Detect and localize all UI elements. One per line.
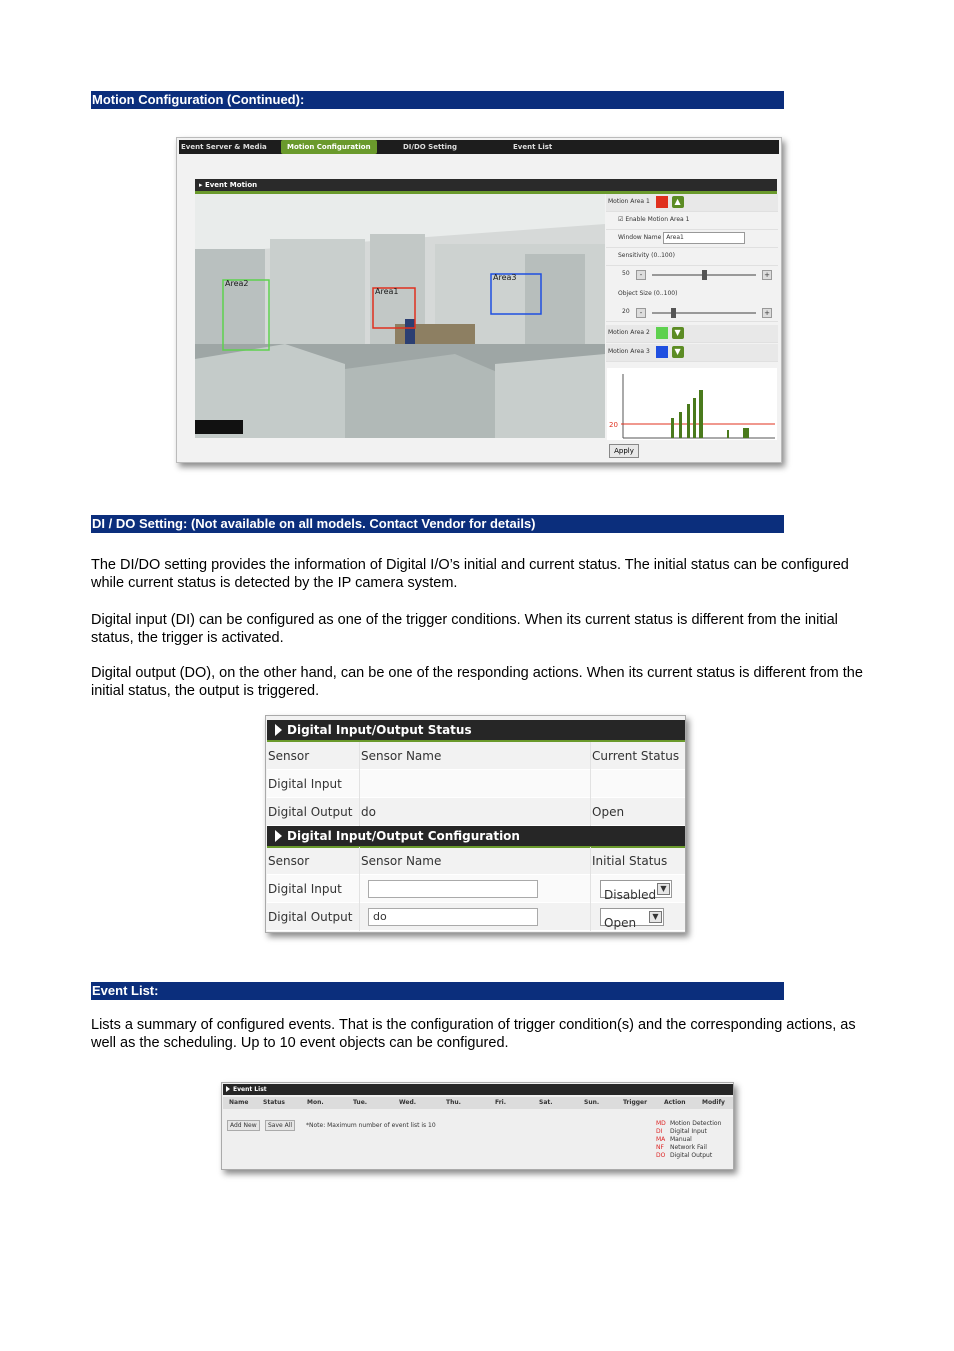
event-list-title: Event List bbox=[223, 1084, 733, 1095]
status-row-digital-input bbox=[267, 770, 685, 798]
col-fri: Fri. bbox=[495, 1099, 507, 1106]
object-size-slider-row bbox=[606, 304, 778, 322]
divider bbox=[590, 770, 591, 798]
divider bbox=[590, 903, 591, 931]
status-header-sensor: Sensor bbox=[268, 749, 310, 763]
legend-item bbox=[656, 1128, 707, 1136]
status-name-cell: do bbox=[361, 805, 376, 819]
divider bbox=[590, 875, 591, 903]
status-header-current: Current Status bbox=[592, 749, 680, 763]
digital-input-initial-select[interactable] bbox=[600, 880, 672, 902]
enable-motion-area-label: Enable Motion Area 1 bbox=[625, 216, 690, 223]
sensitivity-value: 50 bbox=[622, 270, 630, 277]
area2-label: Area2 bbox=[225, 279, 249, 288]
divider bbox=[590, 742, 591, 770]
area1-color-swatch bbox=[656, 196, 668, 208]
chevron-down-icon[interactable]: ▼ bbox=[657, 883, 670, 895]
dido-paragraph-2: Digital input (DI) can be configured as one of the trigger conditions. When its current status is different from the initial status, the trigger is activated. bbox=[91, 612, 838, 646]
motion-level-graph bbox=[607, 368, 777, 440]
legend-label: Manual bbox=[670, 1136, 692, 1143]
area2-color-swatch bbox=[656, 327, 668, 339]
divider bbox=[359, 875, 360, 903]
section-heading-motion-configuration: Motion Configuration (Continued): bbox=[91, 91, 784, 109]
object-size-plus-button[interactable]: + bbox=[762, 308, 772, 318]
dido-paragraph-3: Digital output (DO), on the other hand, can be one of the responding actions. When its current status is different from the initial status, the output is triggered. bbox=[91, 665, 863, 699]
legend-item bbox=[656, 1120, 721, 1128]
threshold-label: 20 bbox=[609, 421, 618, 429]
sensitivity-label: Sensitivity (0..100) bbox=[618, 252, 675, 259]
col-trigger: Trigger bbox=[623, 1099, 648, 1106]
event-list-paragraph: Lists a summary of configured events. That is the configuration of trigger condition(s) and the corresponding actions, as well as the scheduling. Up to 10 event objects can be configured. bbox=[91, 1017, 856, 1051]
config-header-sensor: Sensor bbox=[268, 854, 310, 868]
legend-code: MA bbox=[656, 1136, 666, 1143]
motion-area-2-label: Motion Area 2 bbox=[608, 329, 650, 336]
divider bbox=[359, 742, 360, 770]
apply-button[interactable]: Apply bbox=[609, 444, 639, 458]
area1-label: Area1 bbox=[375, 287, 399, 296]
sensitivity-slider-row bbox=[606, 266, 778, 284]
config-header-initial: Initial Status bbox=[592, 854, 668, 868]
divider bbox=[590, 798, 591, 826]
object-size-slider-knob[interactable] bbox=[671, 308, 676, 318]
tab-event-list[interactable]: Event List bbox=[513, 143, 553, 151]
object-size-label-row bbox=[606, 286, 778, 304]
area3-label: Area3 bbox=[493, 273, 517, 282]
status-header-row bbox=[267, 742, 685, 770]
chevron-up-icon[interactable]: ▲ bbox=[672, 196, 684, 208]
window-name-label: Window Name bbox=[618, 234, 662, 241]
io-configuration-title: Digital Input/Output Configuration bbox=[267, 826, 685, 846]
motion-graph-svg bbox=[607, 368, 777, 440]
legend-code: NF bbox=[656, 1144, 664, 1151]
event-list-header-row bbox=[223, 1097, 733, 1109]
col-sat: Sat. bbox=[539, 1099, 553, 1106]
col-wed: Wed. bbox=[399, 1099, 417, 1106]
motion-area-3-label: Motion Area 3 bbox=[608, 348, 650, 355]
config-sensor-cell: Digital Input bbox=[268, 882, 342, 896]
legend-code: DO bbox=[656, 1152, 666, 1159]
legend-label: Digital Output bbox=[670, 1152, 713, 1159]
chevron-down-icon[interactable]: ▼ bbox=[672, 346, 684, 358]
sensitivity-slider-knob[interactable] bbox=[702, 270, 707, 280]
area3-color-swatch bbox=[656, 346, 668, 358]
sensitivity-plus-button[interactable]: + bbox=[762, 270, 772, 280]
window-name-row bbox=[606, 230, 778, 248]
object-size-slider-track[interactable] bbox=[652, 312, 756, 314]
divider bbox=[590, 847, 591, 875]
event-tabs bbox=[179, 140, 779, 154]
config-row-digital-input bbox=[267, 875, 685, 903]
col-name: Name bbox=[229, 1099, 249, 1106]
col-action: Action bbox=[664, 1099, 686, 1106]
digital-output-name-field[interactable]: do bbox=[368, 908, 538, 926]
legend-code: MD bbox=[656, 1120, 666, 1127]
checkbox-checked-icon[interactable]: ☑ bbox=[618, 216, 624, 223]
object-size-minus-button[interactable]: - bbox=[636, 308, 646, 318]
motion-configuration-screenshot bbox=[176, 137, 782, 463]
digital-output-initial-select[interactable] bbox=[600, 908, 664, 930]
add-new-button[interactable]: Add New bbox=[227, 1120, 260, 1131]
legend-label: Network Fail bbox=[670, 1144, 707, 1151]
tab-motion-configuration[interactable]: Motion Configuration bbox=[281, 140, 377, 154]
config-row-digital-output bbox=[267, 903, 685, 931]
chevron-down-icon[interactable]: ▼ bbox=[649, 911, 662, 923]
divider bbox=[359, 798, 360, 826]
legend-item bbox=[656, 1136, 692, 1144]
status-sensor-cell: Digital Input bbox=[268, 777, 342, 791]
dido-screenshot bbox=[265, 715, 686, 933]
chevron-down-icon[interactable]: ▼ bbox=[672, 327, 684, 339]
sensitivity-label-row bbox=[606, 248, 778, 266]
event-motion-panel-title: ▸ Event Motion bbox=[195, 179, 777, 191]
event-list-note: *Note: Maximum number of event list is 10 bbox=[306, 1122, 436, 1129]
event-motion-title-text: Event Motion bbox=[204, 181, 258, 189]
col-modify: Modify bbox=[702, 1099, 725, 1106]
legend-label: Digital Input bbox=[670, 1128, 707, 1135]
digital-input-name-field[interactable] bbox=[368, 880, 538, 898]
divider bbox=[359, 903, 360, 931]
window-name-input[interactable]: Area1 bbox=[663, 232, 745, 244]
io-status-title: Digital Input/Output Status bbox=[267, 720, 685, 740]
enable-area-row bbox=[606, 212, 778, 230]
object-size-value: 20 bbox=[622, 308, 630, 315]
camera-view bbox=[195, 194, 605, 438]
col-status: Status bbox=[263, 1099, 285, 1106]
event-list-screenshot bbox=[221, 1082, 734, 1170]
section-heading-event-list: Event List: bbox=[91, 982, 784, 1000]
motion-settings-panel bbox=[606, 194, 778, 364]
motion-area-1-row[interactable] bbox=[606, 194, 778, 212]
col-mon: Mon. bbox=[307, 1099, 324, 1106]
col-sun: Sun. bbox=[584, 1099, 600, 1106]
motion-area-3-row[interactable] bbox=[606, 344, 778, 362]
digital-input-initial-value: Disabled bbox=[604, 888, 657, 902]
digital-output-initial-value: Open bbox=[604, 916, 637, 930]
legend-item bbox=[656, 1144, 707, 1152]
sensitivity-minus-button[interactable]: - bbox=[636, 270, 646, 280]
legend-item bbox=[656, 1152, 712, 1160]
status-current-cell: Open bbox=[592, 805, 625, 819]
config-header-row bbox=[267, 847, 685, 875]
col-thu: Thu. bbox=[446, 1099, 461, 1106]
section-heading-dido-setting: DI / DO Setting: (Not available on all models. Contact Vendor for details) bbox=[91, 515, 784, 533]
status-header-name: Sensor Name bbox=[361, 749, 442, 763]
divider bbox=[359, 847, 360, 875]
tab-event-server-media[interactable]: Event Server & Media bbox=[181, 143, 267, 151]
divider bbox=[359, 770, 360, 798]
col-tue: Tue. bbox=[353, 1099, 368, 1106]
tab-dido-setting[interactable]: DI/DO Setting bbox=[403, 143, 458, 151]
legend-label: Motion Detection bbox=[670, 1120, 722, 1127]
motion-area-2-row[interactable] bbox=[606, 325, 778, 343]
config-header-name: Sensor Name bbox=[361, 854, 442, 868]
dido-paragraph-1: The DI/DO setting provides the information of Digital I/O’s initial and current status. The initial status can be configured while current status is detected by the IP camera system. bbox=[91, 557, 849, 591]
camera-scene bbox=[195, 194, 605, 438]
status-sensor-cell: Digital Output bbox=[268, 805, 353, 819]
motion-area-1-label: Motion Area 1 bbox=[608, 198, 650, 205]
config-sensor-cell: Digital Output bbox=[268, 910, 353, 924]
legend-code: DI bbox=[656, 1128, 663, 1135]
object-size-label: Object Size (0..100) bbox=[618, 290, 678, 297]
save-all-button[interactable]: Save All bbox=[265, 1120, 295, 1131]
status-row-digital-output bbox=[267, 798, 685, 826]
